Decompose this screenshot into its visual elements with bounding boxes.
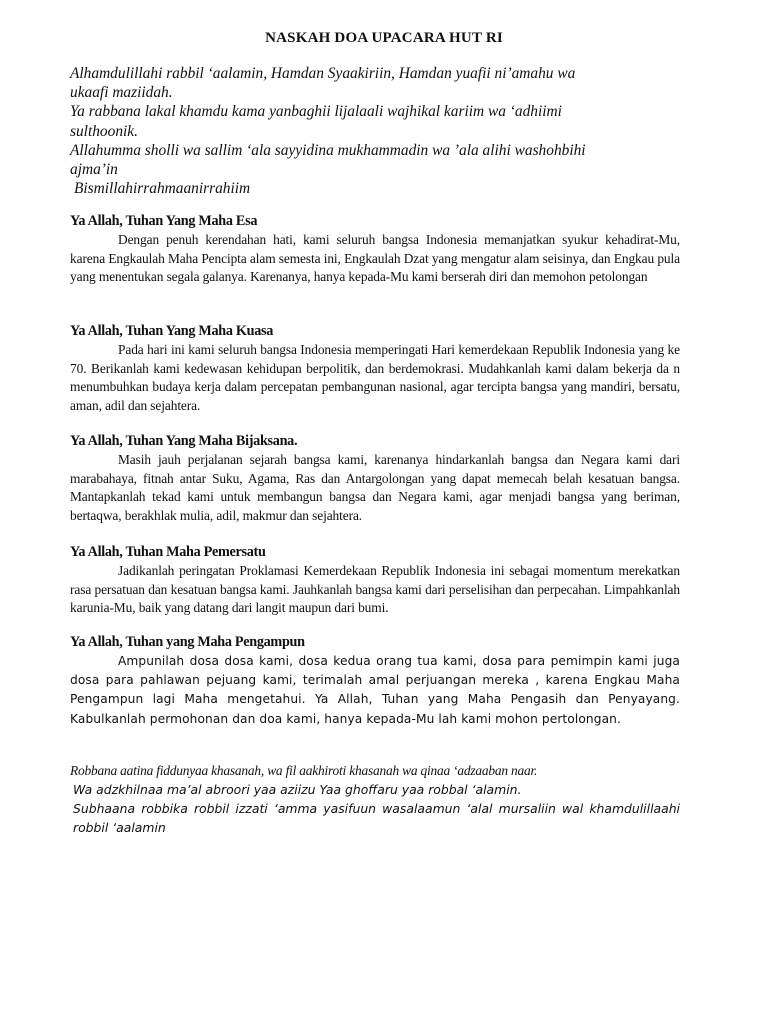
closing-line: Robbana aatina fiddunyaa khasanah, wa fil aakhiroti khasanah wa qinaa ‘adzaaban naar. xyxy=(70,763,538,778)
prayer-section xyxy=(70,432,680,525)
section-paragraph: Jadikanlah peringatan Proklamasi Kemerdekaan Republik Indonesia ini sebagai momentum merekatkan rasa persatuan dan kesatuan bangsa kami. Jauhkanlah bangsa kami dari perselisihan dan perpecahan. Limpahkanlah karunia-Mu, baik yang datang dari langit maupun dari bumi. xyxy=(70,563,680,616)
opening-prayer xyxy=(70,64,690,198)
opening-line: Allahumma sholli wa sallim ‘ala sayyidina mukhammadin wa ’ala alihi washohbihi xyxy=(70,141,586,159)
opening-line: Ya rabbana lakal khamdu kama yanbaghii lijalaali wajhikal kariim wa ‘adhiimi xyxy=(70,103,562,121)
closing-line: Wa adzkhilnaa ma’al abroori yaa aziizu Yaa ghoffaru yaa robbal ‘alamin. xyxy=(73,782,522,797)
section-heading: Ya Allah, Tuhan Yang Maha Kuasa xyxy=(70,323,274,339)
prayer-section xyxy=(70,633,680,729)
section-heading: Ya Allah, Tuhan Maha Pemersatu xyxy=(70,544,266,560)
section-heading: Ya Allah, Tuhan yang Maha Pengampun xyxy=(70,634,305,650)
opening-line: ajma’in xyxy=(70,161,118,179)
prayer-section xyxy=(70,322,680,415)
section-paragraph: Ampunilah dosa dosa kami, dosa kedua orang tua kami, dosa para pemimpin kami juga dosa para pahlawan pejuang kami, terimalah amal perjuangan mereka , karena Engkau Maha Pengampun lagi Maha mengetahui. Ya Allah, Tuhan yang Maha Pengasih dan Penyayang. Kabulkanlah permohonan dan doa kami, hanya kepada-Mu lah kami mohon pertolongan. xyxy=(70,654,680,726)
closing-prayer xyxy=(70,761,680,837)
opening-line: Bismillahirrahmaanirrahiim xyxy=(74,180,251,198)
document-title: NASKAH DOA UPACARA HUT RI xyxy=(265,30,503,46)
prayer-section xyxy=(70,212,680,287)
closing-line: Subhaana robbika robbil izzati ‘amma yasifuun wasalaamun ‘alal mursaliin wal khamdulillaahi robbil ‘aalamin xyxy=(73,801,680,835)
prayer-section xyxy=(70,543,680,618)
section-paragraph: Pada hari ini kami seluruh bangsa Indonesia memperingati Hari kemerdekaan Republik Indonesia yang ke 70. Berikanlah kami kedewasan kehidupan berpolitik, dan berdemokrasi. Mudahkanlah kami dalam bekerja da n menumbuhkan budaya kerja dalam percepatan pembangunan nasional, agar tercipta bangsa yang mandiri, bersatu, aman, adil dan sejahtera. xyxy=(70,342,680,413)
opening-line: Alhamdulillahi rabbil ‘aalamin, Hamdan Syaakiriin, Hamdan yuafii ni’amahu wa xyxy=(70,65,576,82)
section-heading: Ya Allah, Tuhan Yang Maha Bijaksana. xyxy=(70,433,298,449)
section-paragraph: Dengan penuh kerendahan hati, kami seluruh bangsa Indonesia memanjatkan syukur kehadirat-Mu, karena Engkaulah Maha Pencipta alam semesta ini, Engkaulah Dzat yang mengatur alam seisinya, dan Engkau pula yang menentukan segala galanya. Karenanya, hanya kepada-Mu kami berserah diri dan memohon petolongan xyxy=(70,232,680,285)
opening-line: ukaafi maziidah. xyxy=(70,84,173,102)
opening-line: sulthoonik. xyxy=(70,122,138,140)
section-heading: Ya Allah, Tuhan Yang Maha Esa xyxy=(70,213,258,229)
section-paragraph: Masih jauh perjalanan sejarah bangsa kami, karenanya hindarkanlah bangsa dan Negara kami dari marabahaya, fitnah antar Suku, Agama, Ras dan Antargolongan yang dapat memecah belah kesatuan bangsa. Mantapkanlah tekad kami untuk membangun bangsa dan Negara kami, agar menjadi bangsa yang beriman, bertaqwa, berakhlak mulia, adil, makmur dan sejahtera. xyxy=(70,452,680,523)
